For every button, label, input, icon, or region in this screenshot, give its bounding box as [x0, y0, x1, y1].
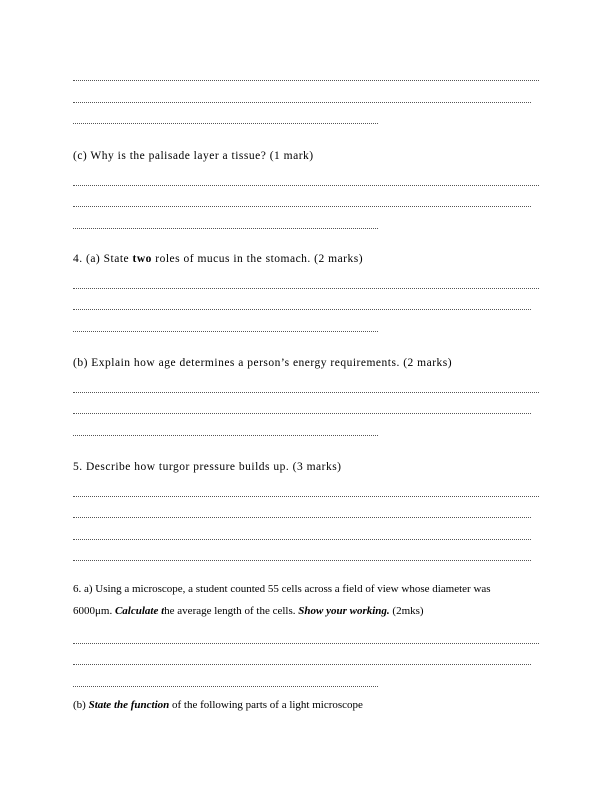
question-4b: (b) Explain how age determines a person’s energy requirements. (2 marks) — [73, 357, 453, 369]
question-6a-mid: he average length of the cells. — [164, 605, 299, 617]
question-6b-bold: State the function — [88, 699, 170, 711]
question-6a-line2 — [73, 605, 424, 617]
answer-line[interactable] — [73, 494, 539, 497]
answer-line[interactable] — [73, 558, 531, 561]
answer-line[interactable] — [73, 662, 531, 665]
answer-line[interactable] — [73, 226, 378, 229]
answer-line[interactable] — [73, 684, 378, 687]
question-3c: (c) Why is the palisade layer a tissue? (1 mark) — [73, 150, 314, 162]
question-5: 5. Describe how turgor pressure builds up. (3 marks) — [73, 461, 342, 473]
answer-line[interactable] — [73, 515, 531, 518]
question-6a-bold-working: Show your working. — [298, 605, 390, 617]
question-6a-suffix: (2mks) — [389, 605, 424, 617]
question-4a-bold: two — [132, 253, 152, 265]
answer-line[interactable] — [73, 390, 539, 393]
question-4a-prefix: 4. (a) State — [73, 253, 133, 265]
question-6b-suffix: of the following parts of a light microscope — [169, 699, 363, 711]
answer-line[interactable] — [73, 537, 531, 540]
answer-line[interactable] — [73, 183, 539, 186]
question-4a — [73, 253, 363, 265]
answer-line[interactable] — [73, 433, 378, 436]
question-4a-suffix: roles of mucus in the stomach. (2 marks) — [151, 253, 364, 265]
answer-line[interactable] — [73, 411, 531, 414]
answer-line[interactable] — [73, 307, 531, 310]
question-6b — [73, 699, 363, 711]
answer-line[interactable] — [73, 78, 539, 81]
question-6a-line1: 6. a) Using a microscope, a student counted 55 cells across a field of view whose diameter was — [73, 583, 491, 595]
question-6b-prefix: (b) — [73, 699, 89, 711]
question-6a-bold-calculate: Calculate t — [114, 605, 165, 617]
answer-line[interactable] — [73, 204, 531, 207]
answer-line[interactable] — [73, 100, 531, 103]
answer-line[interactable] — [73, 121, 378, 124]
answer-line[interactable] — [73, 286, 539, 289]
question-6a-prefix: 6000μm. — [73, 605, 115, 617]
answer-line[interactable] — [73, 641, 539, 644]
answer-line[interactable] — [73, 329, 378, 332]
